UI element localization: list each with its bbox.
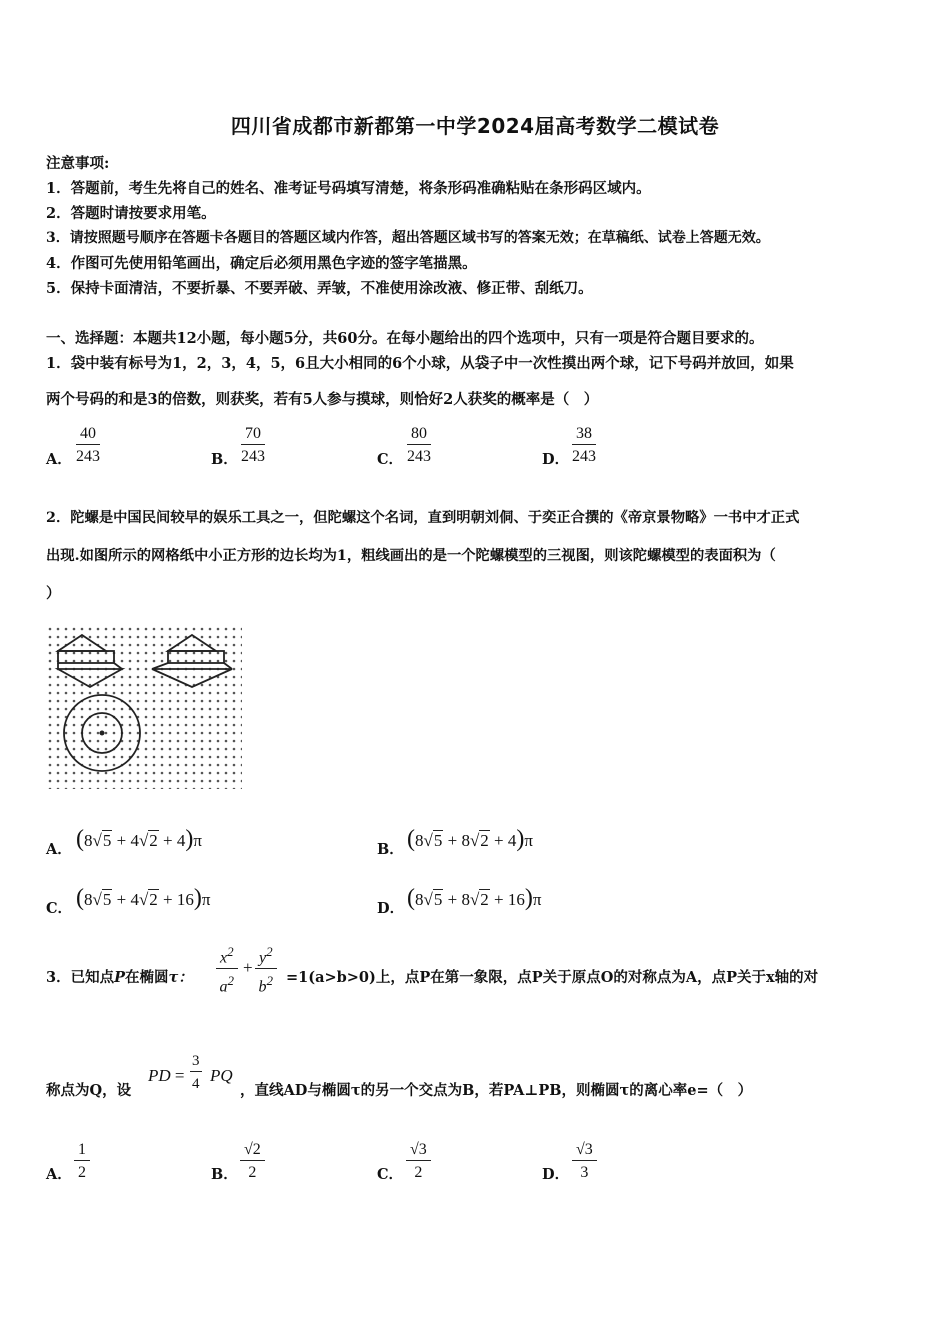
q2-option-a-pi: π xyxy=(193,831,202,850)
q3-option-c-fraction xyxy=(406,1140,431,1183)
q3-y: y xyxy=(259,949,267,967)
q3-a: a xyxy=(219,978,228,996)
q2-option-c-coef2: 4 xyxy=(130,890,139,909)
q3-x: x xyxy=(220,949,228,967)
q1-option-c-num: 80 xyxy=(407,424,431,445)
q3-prefix: 3．已知点 xyxy=(46,969,115,986)
q2-option-b-pi: π xyxy=(524,831,533,850)
q2-option-c-rad1: 5 xyxy=(102,890,112,909)
q2-option-a-label: A． xyxy=(46,841,72,858)
q1-option-b-num: 70 xyxy=(241,424,265,445)
q2-option-d-pi: π xyxy=(532,890,542,909)
notice-item-5: 5．保持卡面清洁，不要折暴、不要弄破、弄皱，不准使用涂改液、修正带、刮纸刀。 xyxy=(46,280,593,297)
q2-option-c-const: 16 xyxy=(176,890,194,909)
q1-option-c-den: 243 xyxy=(407,448,431,465)
q2-line-1: 2．陀螺是中国民间较早的娱乐工具之一，但陀螺这个名词，直到明朝刘侗、于奕正合撰的《帝京景物略》一书中才正式 xyxy=(46,510,800,526)
q3-a-sup: 2 xyxy=(227,973,235,989)
q2-line-3: ） xyxy=(46,585,61,602)
q3-line-2-pre: 称点为Q，设 xyxy=(46,1082,132,1099)
q2-option-d-rad1: 5 xyxy=(433,890,443,909)
q3-option-a-den: 2 xyxy=(78,1164,86,1181)
q3-y-sup: 2 xyxy=(266,944,273,959)
q2-option-b-coef2: 8 xyxy=(461,831,470,850)
q3-condition: =1(a>b>0) xyxy=(286,969,376,986)
q2-option-d-expr: (8√5 + 8√2 + 16)π xyxy=(407,885,542,911)
q2-option-b-rad1: 5 xyxy=(433,831,443,850)
q3-option-a-fraction xyxy=(74,1140,90,1183)
top-view-center xyxy=(100,731,105,736)
q1-option-b-fraction xyxy=(241,424,265,467)
q2-option-d-label: D． xyxy=(377,900,405,917)
q3-b-sup: 2 xyxy=(266,973,274,989)
q3-plus: + xyxy=(243,958,253,977)
q1-option-d-den: 243 xyxy=(572,448,596,465)
q2-option-a-const: 4 xyxy=(176,831,186,850)
q3-vector-pd xyxy=(148,1066,185,1086)
q2-option-d-coef2: 8 xyxy=(461,890,470,909)
q3-line-1 xyxy=(46,966,193,987)
spinning-top-three-view-figure xyxy=(46,625,246,797)
q3-option-d-label: D． xyxy=(542,1166,570,1183)
q3-option-c-den: 2 xyxy=(414,1164,423,1181)
q3-mid1: 在椭圆 xyxy=(125,969,169,986)
q3-option-b-label: B． xyxy=(211,1166,238,1183)
page-title: 四川省成都市新都第一中学2024届高考数学二模试卷 xyxy=(230,114,720,138)
q2-option-a-expr: (8√5 + 4√2 + 4)π xyxy=(76,826,202,852)
q3-option-b-den: 2 xyxy=(248,1164,257,1181)
notice-heading: 注意事项: xyxy=(46,155,110,172)
notice-item-4: 4．作图可先使用铅笔画出，确定后必须用黑色字迹的签字笔描黑。 xyxy=(46,255,477,272)
q3-vec-num: 3 xyxy=(190,1052,202,1072)
q2-option-d-coef1: 8 xyxy=(415,890,424,909)
q2-option-c-rad2: 2 xyxy=(149,890,158,909)
q3-option-b-num: √2 xyxy=(240,1140,265,1161)
q3-option-c-label: C． xyxy=(377,1166,404,1183)
q3-option-d-den: 3 xyxy=(580,1164,589,1181)
notice-item-1: 1．答题前，考生先将自己的姓名、准考证号码填写清楚，将条形码准确粘贴在条形码区域内。 xyxy=(46,180,651,197)
q3-vec-fraction xyxy=(190,1052,202,1094)
q3-option-a-label: A． xyxy=(46,1166,72,1183)
q3-vec-eq: = xyxy=(174,1066,185,1085)
q3-b: b xyxy=(258,978,267,996)
q1-option-a-den: 243 xyxy=(76,448,100,465)
q3-vec-den: 4 xyxy=(192,1076,200,1092)
q3-ellipse-x-frac xyxy=(216,942,238,998)
q1-option-c-fraction xyxy=(407,424,431,467)
q3-point-p: P xyxy=(114,969,125,986)
q3-vec-lhs: PD xyxy=(148,1066,171,1085)
q1-option-b-den: 243 xyxy=(241,448,265,465)
q1-option-d-fraction xyxy=(572,424,596,467)
q1-option-b-label: B． xyxy=(211,451,238,468)
q2-line-2: 出现.如图所示的网格纸中小正方形的边长均为1，粗线画出的是一个陀螺模型的三视图，则该陀螺模型的表面积为（ xyxy=(46,548,776,564)
q3-line-1-rest xyxy=(286,966,818,987)
q2-option-c-expr: (8√5 + 4√2 + 16)π xyxy=(76,885,211,911)
q1-option-d-label: D． xyxy=(542,451,570,468)
notice-item-3: 3．请按照题号顺序在答题卡各题目的答题区域内作答，超出答题区域书写的答案无效；在草稿纸、试卷上答题无效。 xyxy=(46,230,770,246)
section-heading: 一、选择题：本题共12小题，每小题5分，共60分。在每小题给出的四个选项中，只有一项是符合题目要求的。 xyxy=(46,330,764,347)
q2-option-b-label: B． xyxy=(377,841,404,858)
q3-option-a-num: 1 xyxy=(74,1140,90,1161)
q3-line-2-post: ，直线AD与椭圆τ的另一个交点为B，若PA⊥PB，则椭圆τ的离心率e=（ ） xyxy=(240,1082,753,1099)
q1-option-a-fraction xyxy=(76,424,100,467)
q3-option-c-num: √3 xyxy=(406,1140,431,1161)
q2-option-c-coef1: 8 xyxy=(84,890,93,909)
q1-option-a-label: A． xyxy=(46,451,72,468)
q2-option-c-pi: π xyxy=(201,890,211,909)
q1-option-c-label: C． xyxy=(377,451,404,468)
q2-option-c-label: C． xyxy=(46,900,73,917)
q3-vec-rhs: PQ xyxy=(210,1066,233,1085)
q3-option-b-fraction xyxy=(240,1140,265,1183)
q2-option-a-rad2: 2 xyxy=(149,831,158,850)
q2-option-d-const: 16 xyxy=(507,890,525,909)
q2-option-b-rad2: 2 xyxy=(480,831,489,850)
q2-option-a-coef2: 4 xyxy=(130,831,139,850)
q3-option-d-num: √3 xyxy=(572,1140,597,1161)
q2-option-d-rad2: 2 xyxy=(480,890,489,909)
q2-option-b-expr: (8√5 + 8√2 + 4)π xyxy=(407,826,533,852)
q3-rest1: 上，点P在第一象限，点P关于原点O的对称点为A，点P关于x轴的对 xyxy=(375,969,819,986)
q2-option-b-coef1: 8 xyxy=(415,831,424,850)
notice-item-2: 2．答题时请按要求用笔。 xyxy=(46,205,216,222)
q1-line-2: 两个号码的和是3的倍数，则获奖，若有5人参与摸球，则恰好2人获奖的概率是（ ） xyxy=(46,391,599,408)
q1-line-1: 1．袋中装有标号为1，2，3，4，5，6且大小相同的6个小球，从袋子中一次性摸出两个球，记下号码并放回，如果 xyxy=(46,355,794,372)
q2-option-b-const: 4 xyxy=(507,831,517,850)
q3-tau: τ： xyxy=(168,969,193,986)
q1-option-d-num: 38 xyxy=(572,424,596,445)
q1-option-a-num: 40 xyxy=(76,424,100,445)
q2-option-a-rad1: 5 xyxy=(102,831,112,850)
q3-ellipse-y-frac xyxy=(255,942,277,998)
q2-option-a-coef1: 8 xyxy=(84,831,93,850)
q3-x-sup: 2 xyxy=(227,944,234,959)
q3-option-d-fraction xyxy=(572,1140,597,1183)
